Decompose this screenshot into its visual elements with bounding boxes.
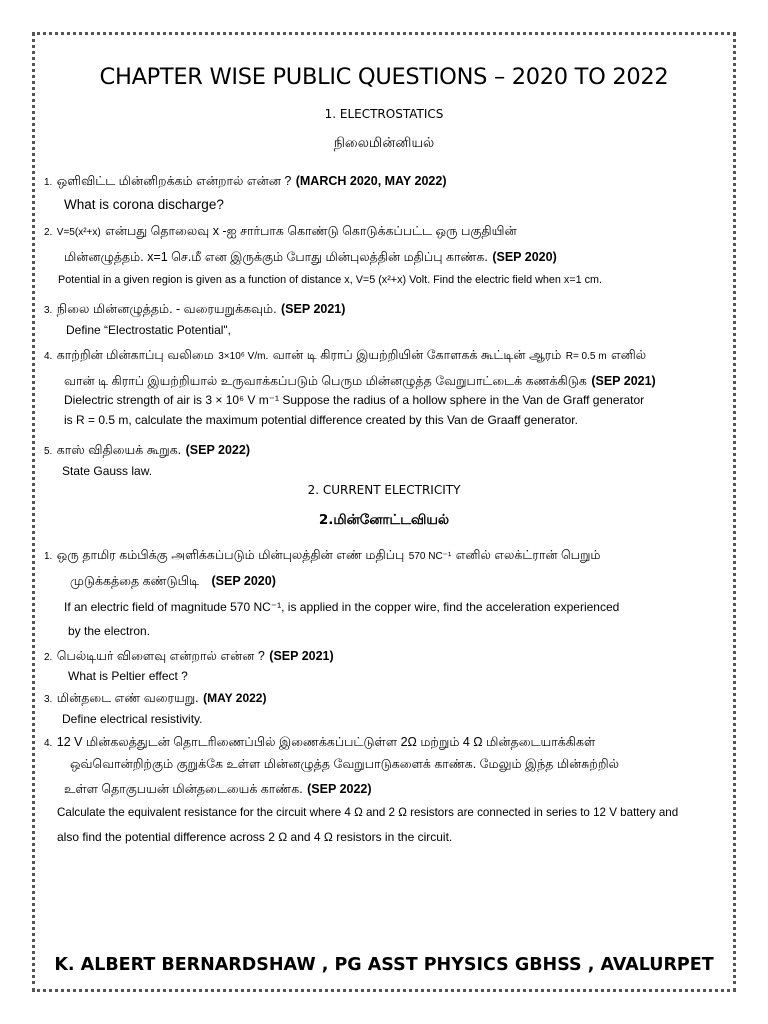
question-number: 2. xyxy=(44,652,53,663)
question-tamil: எனில் எலக்ட்ரான் பெறும் xyxy=(455,548,601,562)
question-tamil: ஒவ்வொன்றிற்கும் குறுக்கே உள்ள மின்னழுத்த வேறுபாடுகளைக் காண்க. மேலும் இந்த மின்சுற்றில் xyxy=(70,757,620,771)
author-footer: K. ALBERT BERNARDSHAW , PG ASST PHYSICS GBHSS , AVALURPET xyxy=(54,955,714,975)
question-number: 3. xyxy=(44,694,53,705)
chapter-2-heading: 2. CURRENT ELECTRICITY xyxy=(307,483,461,497)
exam-tag: (MARCH 2020, MAY 2022) xyxy=(295,174,447,188)
ch2-q1-line2 xyxy=(70,572,276,590)
question-tamil: நிலை மின்னழுத்தம். - வரையறுக்கவும். xyxy=(56,302,277,316)
question-tamil: வான் டி கிராப் இயற்றியின் கோளகக் கூட்டின் ஆரம் xyxy=(272,348,562,362)
ch2-q3-english: Define electrical resistivity. xyxy=(62,712,203,726)
exam-tag: (SEP 2021) xyxy=(269,649,334,663)
exam-tag: (SEP 2022) xyxy=(307,782,372,796)
question-tamil: வான் டி கிராப் இயற்றியால் உருவாக்கப்படும் பெரும மின்னழுத்த வேறுபாட்டைக் கணக்கிடுக xyxy=(64,374,587,388)
page-title: CHAPTER WISE PUBLIC QUESTIONS – 2020 TO 2022 xyxy=(99,64,669,90)
question-tamil: மின்னழுத்தம். x=1 செ.மீ என இருக்கும் போது மின்புலத்தின் மதிப்பு காண்க. xyxy=(64,250,488,264)
ch1-q5-tamil-line xyxy=(44,441,250,459)
exam-tag: (SEP 2021) xyxy=(591,374,656,388)
chapter-2-tamil-heading: 2.மின்னோட்டவியல் xyxy=(318,512,450,528)
ch2-q4-line3 xyxy=(64,780,372,798)
question-tamil: காற்றின் மின்காப்பு வலிமை xyxy=(56,348,214,362)
question-number: 1. xyxy=(44,177,53,188)
ch1-q4-line2 xyxy=(64,372,656,390)
question-number: 4. xyxy=(44,351,53,362)
ch2-q4-english-1: Calculate the equivalent resistance for the circuit where 4 Ω and 2 Ω resistors are connected in series to 12 V battery and xyxy=(57,806,679,819)
ch2-q2-english: What is Peltier effect ? xyxy=(68,669,188,683)
question-tamil: ஒரு தாமிர கம்பிக்கு அளிக்கப்படும் மின்புலத்தின் எண் மதிப்பு xyxy=(56,548,405,562)
question-number: 5. xyxy=(44,446,53,457)
ch1-q4-english-1: Dielectric strength of air is 3 × 10⁶ V m⁻¹ Suppose the radius of a hollow sphere in the Van de Graff generator xyxy=(64,393,645,407)
ch2-q1-english-2: by the electron. xyxy=(68,624,151,638)
value-text: 3×10⁶ V/m. xyxy=(218,351,269,362)
ch1-q2-line2 xyxy=(64,248,557,266)
question-tamil: என்பது தொலைவு x -ஐ சார்பாக கொண்டு கொடுக்கப்பட்ட ஒரு பகுதியின் xyxy=(105,224,517,238)
exam-tag: (SEP 2020) xyxy=(492,250,557,264)
ch2-q3-tamil-line xyxy=(44,689,266,707)
question-number: 3. xyxy=(44,305,53,316)
ch1-q4-english-2: is R = 0.5 m, calculate the maximum potential difference created by this Van de Graaff generator. xyxy=(64,413,578,427)
ch2-q4-line1 xyxy=(44,733,595,751)
question-number: 4. xyxy=(44,738,53,749)
question-number: 1. xyxy=(44,551,53,562)
ch2-q1-line1 xyxy=(44,546,601,564)
value-text: 570 NC⁻¹ xyxy=(408,551,452,562)
question-number: 2. xyxy=(44,227,53,238)
question-tamil: ஒளிவிட்ட மின்னிறக்கம் என்றால் என்ன ? xyxy=(56,174,292,188)
ch1-q2-english: Potential in a given region is given as a function of distance x, V=5 (x²+x) Volt. Find the electric field when x=1 cm. xyxy=(58,274,603,286)
ch1-q2-line1 xyxy=(44,222,517,240)
ch2-q4-line2 xyxy=(70,755,619,773)
question-tamil: முடுக்கத்தை கண்டுபிடி xyxy=(70,574,200,588)
exam-tag: (SEP 2021) xyxy=(281,302,346,316)
question-tamil: உள்ள தொகுபயன் மின்தடையைக் காண்க. xyxy=(64,782,303,796)
exam-tag: (SEP 2022) xyxy=(185,443,251,457)
ch1-q5-english: State Gauss law. xyxy=(62,464,153,478)
ch1-q1-tamil-line xyxy=(44,172,447,190)
ch1-q4-line1 xyxy=(44,346,646,364)
ch1-q3-tamil-line xyxy=(44,300,345,318)
chapter-1-heading: 1. ELECTROSTATICS xyxy=(324,107,444,121)
question-tamil: மின்தடை எண் வரையறு. xyxy=(56,691,199,705)
question-tamil: பெல்டியர் விளைவு என்றால் என்ன ? xyxy=(56,649,265,663)
formula: V=5(x²+x) xyxy=(56,227,101,238)
ch2-q2-tamil-line xyxy=(44,647,334,665)
ch1-q1-english: What is corona discharge? xyxy=(64,197,224,212)
question-tamil: 12 V மின்கலத்துடன் தொடரிணைப்பில் இணைக்கப்பட்டுள்ள 2Ω மற்றும் 4 Ω மின்தடையாக்கிகள் xyxy=(56,735,596,749)
ch2-q4-english-2: also find the potential difference across 2 Ω and 4 Ω resistors in the circuit. xyxy=(57,830,453,844)
ch2-q1-english-1: If an electric field of magnitude 570 NC⁻¹, is applied in the copper wire, find the acceleration experienced xyxy=(64,600,620,614)
exam-tag: (MAY 2022) xyxy=(203,691,267,705)
exam-tag: (SEP 2020) xyxy=(211,574,276,588)
value-text: R= 0.5 m xyxy=(565,351,607,362)
question-tamil: காஸ் விதியைக் கூறுக. xyxy=(56,443,182,457)
chapter-1-tamil-heading: நிலைமின்னியல் xyxy=(333,135,435,151)
question-tamil: எனில் xyxy=(611,348,647,362)
ch1-q3-english: Define “Electrostatic Potential", xyxy=(66,323,231,337)
